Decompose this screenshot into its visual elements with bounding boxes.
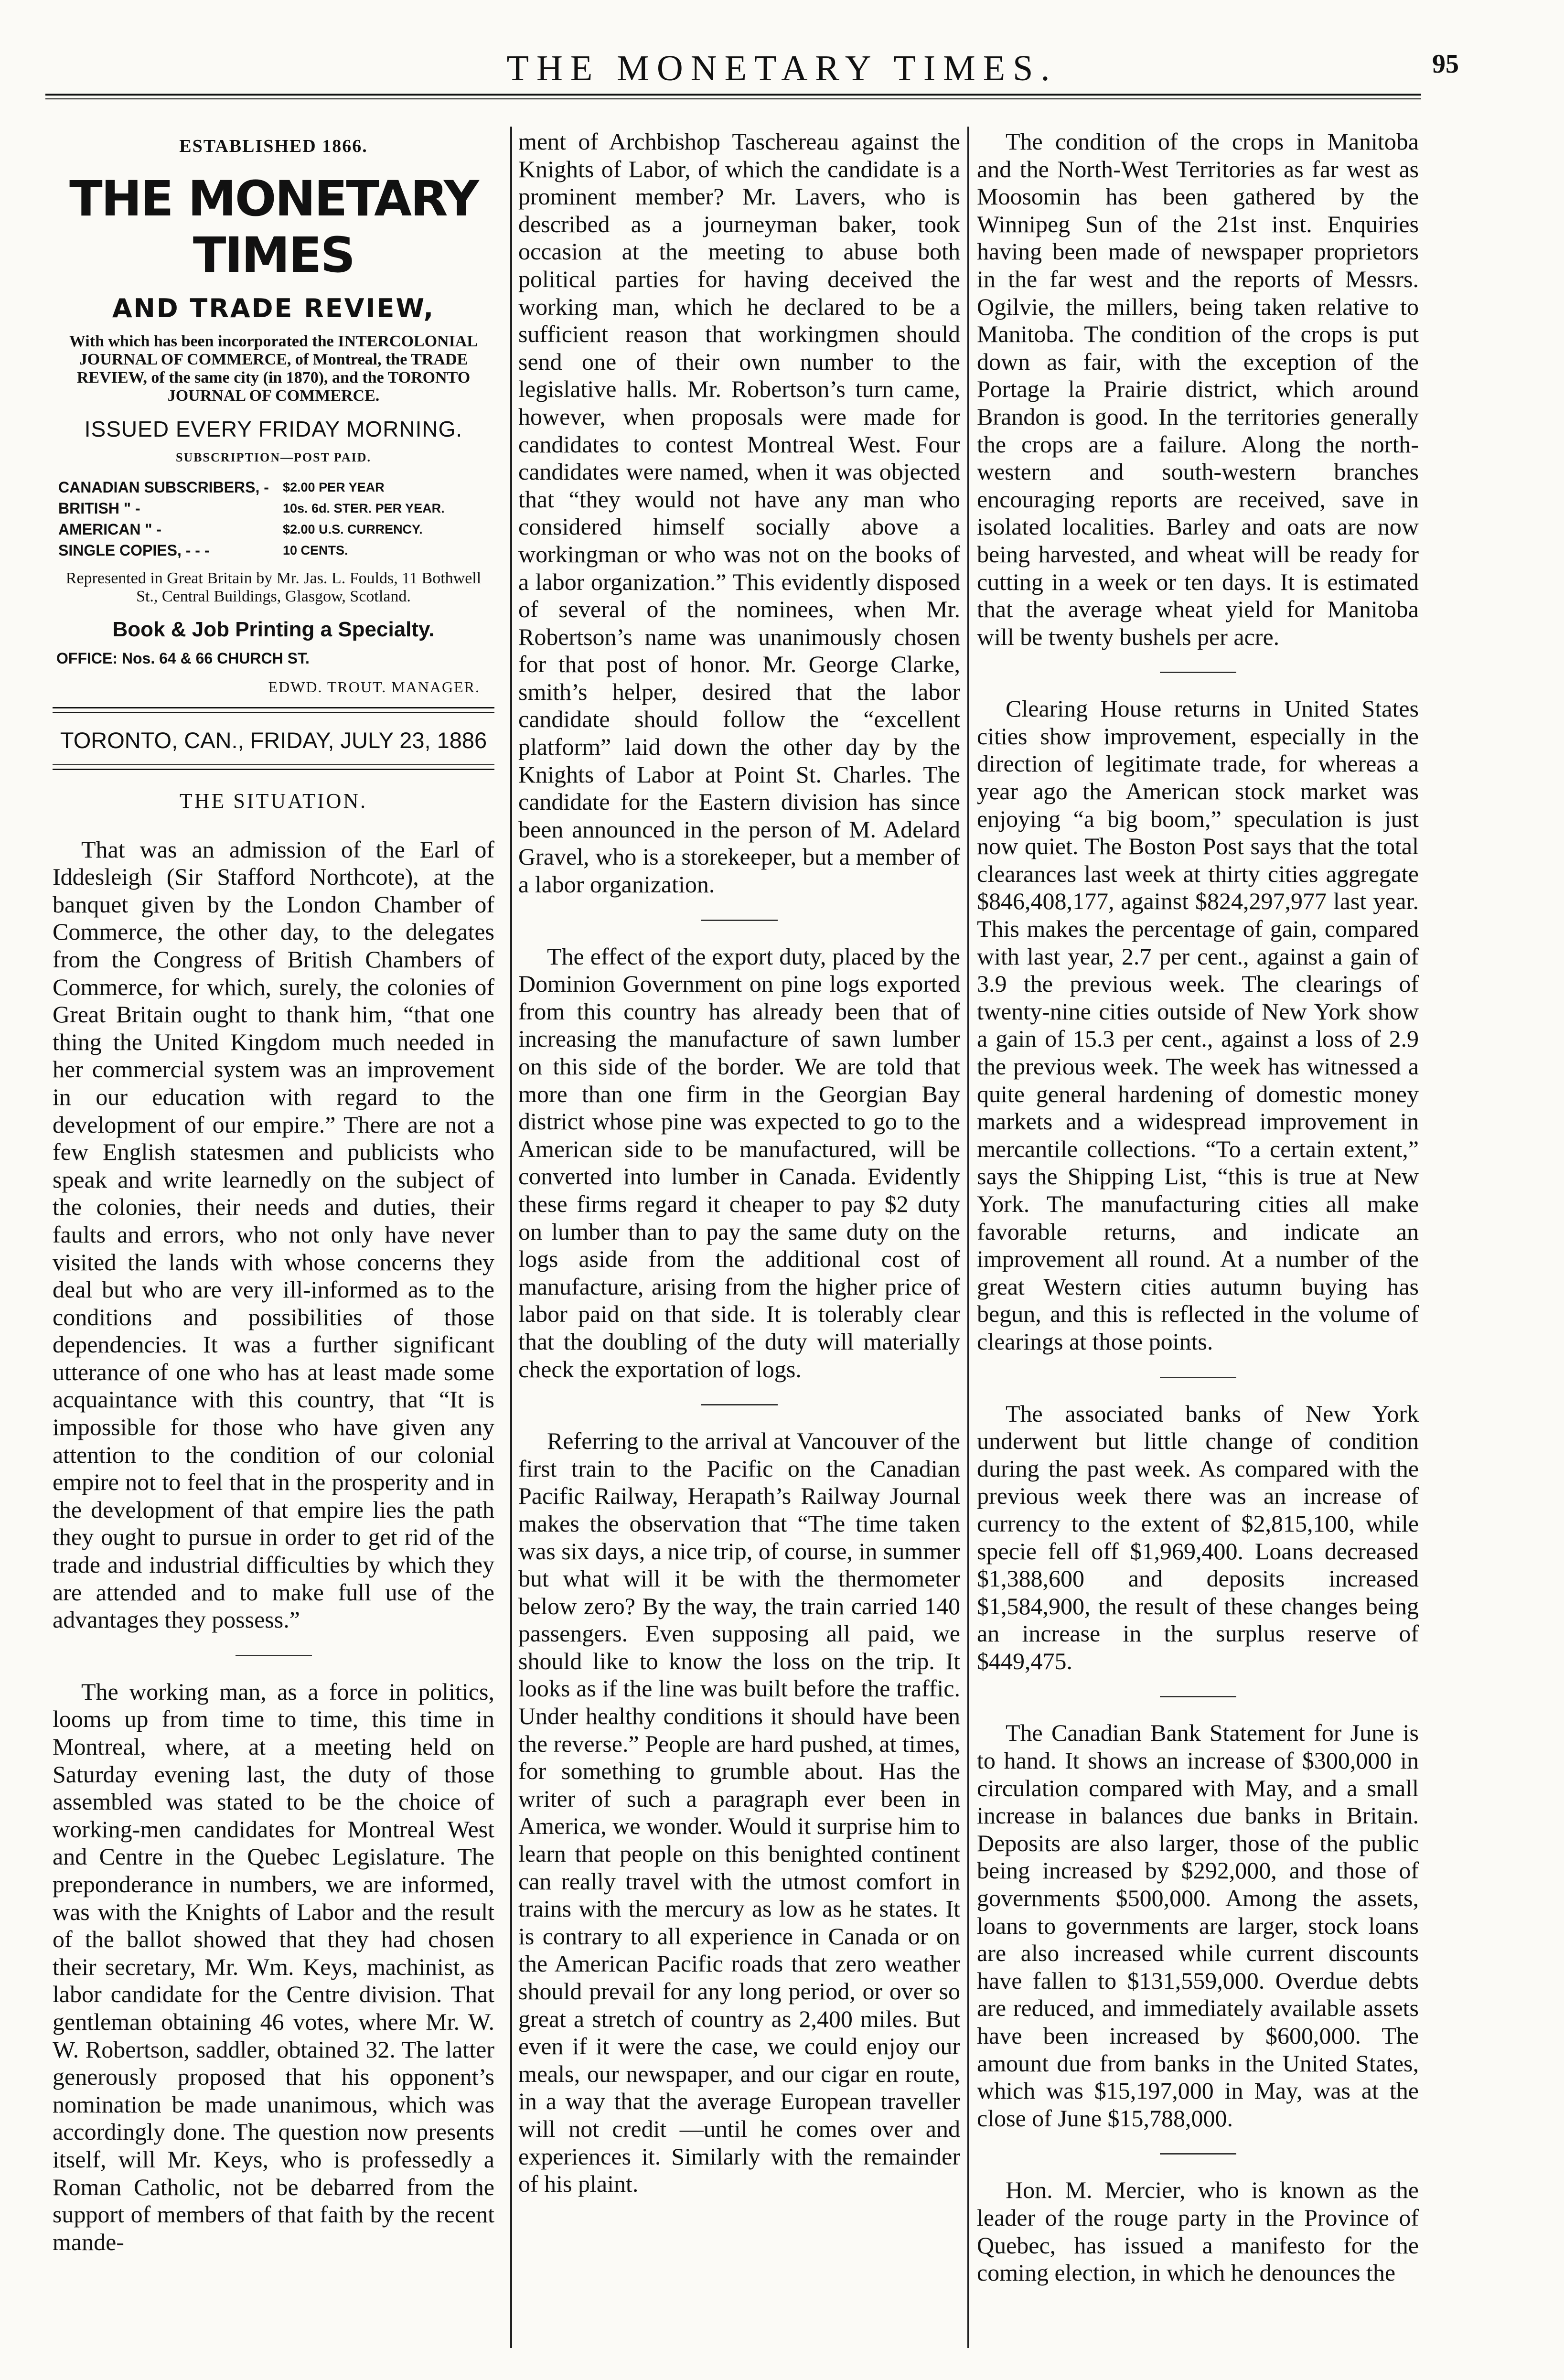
column-rule-1 <box>510 127 512 2348</box>
article-paragraph: Clearing House returns in United States cities show improvement, especially in the direction of legitimate trade, for whereas a year ago the American stock market was enjoying “a big boom,” speculation is just now quiet. The Boston Post says that the total clearances last week at thirty cities aggregate $846,408,177, against $824,297,977 last year. This makes the percentage of gain, compared with last year, 2.7 per cent., against a gain of 3.9 the previous week. The clearings of twenty-nine cities outside of New York show a gain of 15.3 per cent., against a loss of 2.9 the previous week. The week has witnessed a quite general hardening of domestic money markets and a widespread improvement in mercantile collections. “To a certain extent,” says the Shipping List, “this is true at New York. The manufacturing cities all make favorable returns, and indicate an improvement all round. At a number of the great Western cities autumn buying has begun, and this is reflected in the volume of clearings at those points. <box>977 695 1419 1355</box>
issued-line: ISSUED EVERY FRIDAY MORNING. <box>84 417 463 441</box>
masthead-subtitle: AND TRADE REVIEW, <box>112 293 435 323</box>
header-rule-thin <box>45 98 1421 99</box>
separator-rule <box>1160 1696 1236 1697</box>
masthead-logo: THE MONETARY TIMES <box>69 171 478 284</box>
article-paragraph: Hon. M. Mercier, who is known as the leader of the rouge party in the Province of Quebec, has issued a manifesto for the coming election, in which he denounces the <box>977 2176 1419 2286</box>
page-number: 95 <box>1432 49 1459 79</box>
office-address: OFFICE: Nos. 64 & 66 CHURCH ST. <box>56 650 310 667</box>
separator-rule <box>1160 672 1236 673</box>
rate-row: CANADIAN SUBSCRIBERS, - $2.00 PER YEAR <box>58 479 385 496</box>
publication-title: THE MONETARY TIMES. <box>506 48 1058 88</box>
article-paragraph: The associated banks of New York underwent but little change of condition during the past week. As compared with the previous week there was an increase of currency to the extent of $2,815,100, while specie fell off $1,969,400. Loans decreased $1,388,600 and deposits increased $1,584,900, the result of these changes being an increase in the surplus reserve of $449,475. <box>977 1400 1419 1674</box>
article-paragraph: The Canadian Bank Statement for June is to hand. It shows an increase of $300,000 in circulation compared with May, and a small increase in balances due banks in Britain. Deposits are also larger, those of the public being increased by $292,000, and those of governments $500,000. Among the assets, loans to governments are larger, stock loans are also increased while current discounts have fallen to $131,559,000. Overdue debts are reduced, and immediately available assets have been increased by $600,000. The amount due from banks in the United States, which was $15,197,000 in May, was at the close of June $15,788,000. <box>977 1719 1419 2132</box>
established-line: ESTABLISHED 1866. <box>179 136 368 156</box>
separator-rule <box>1160 2153 1236 2155</box>
article-paragraph: Referring to the arrival at Vancouver of the first train to the Pacific on the Canadian Pacific Railway, Herapath’s Railway Journal makes the observation that “The time taken was six days, a nice trip, of course, in summer but what will it be with the thermometer below zero? By the way, the train carried 140 passengers. Even supposing all paid, we should like to know the loss on the trip. It looks as if the line was built before the traffic. Under healthy conditions it should have been the reverse.” People are hard pushed, at times, for something to grumble about. Has the writer of such a paragraph ever been in America, we wonder. Would it surprise him to learn that people on this benighted continent can really travel with the utmost comfort in trains with the mercury as low as he states. It is contrary to all experience in Canada or on the American Pacific roads that zero weather should prevail for any long period, or over so great a stretch of country as 2,400 miles. But even if it were the case, we could enjoy our meals, our newspaper, and our cigar en route, in a way that the average European traveller will not credit —until he comes over and experiences it. Similarly with the remainder of his plaint. <box>518 1427 960 2198</box>
incorporation-note: With which has been incorporated the INTERCOLONIAL JOURNAL OF COMMERCE, of Montreal, the TRADE REVIEW, of the same city (in 1870), and the TORONTO JOURNAL OF COMMERCE. <box>69 332 478 405</box>
column-1 <box>53 128 494 2369</box>
section-title: THE SITUATION. <box>179 789 368 813</box>
representative-note: Represented in Great Britain by Mr. Jas. L. Foulds, 11 Bothwell St., Central Buildings, Glasgow, Scotland. <box>65 569 482 605</box>
column-rule-2 <box>967 127 969 2348</box>
column-2 <box>518 128 960 2369</box>
article-paragraph: That was an admission of the Earl of Iddesleigh (Sir Stafford Northcote), at the banquet given by the London Chamber of Commerce, the other day, to the delegates from the Congress of British Chambers of Commerce, for which, surely, the colonies of Great Britain ought to thank him, “that one thing the United Kingdom much needed in her commercial system was an improvement in our education with regard to the development of our empire.” There are not a few English statesmen and publicists who speak and write learnedly on the subject of the colonies, their needs and duties, their faults and errors, who not only have never visited the lands with whose concerns they deal but who are very ill-informed as to the conditions and possibilities of those dependencies. It was a further significant utterance of one who has at least made some acquaintance with this country, that “It is impossible for those who have given any attention to the condition of our colonial empire not to feel that in the prosperity and in the development of that empire lies the path they ought to pursue in order to get rid of the trade and industrial difficulties by which they are attended and to make full use of the advantages they possess.” <box>53 836 494 1633</box>
column-3 <box>977 128 1419 2369</box>
article-paragraph: The effect of the export duty, placed by the Dominion Government on pine logs exported from this country has already been that of increasing the manufacture of sawn lumber on this side of the border. We are told that more than one firm in the Georgian Bay district whose pine was expected to go to the American side to be manufactured, will be converted into lumber in Canada. Evidently these firms regard it cheaper to pay $2 duty on lumber than to pay the same duty on the logs aside from the additional cost of manufacture, arising from the higher price of labor paid on that side. It is tolerably clear that the doubling of the duty will materially check the exportation of logs. <box>518 943 960 1383</box>
separator-rule <box>1160 1377 1236 1378</box>
double-rule <box>53 764 494 770</box>
article-paragraph: The working man, as a force in politics, looms up from time to time, this time in Montreal, where, at a meeting held on Saturday evening last, the duty of those assembled was stated to be the choice of working-men candidates for Montreal West and Centre in the Quebec Legislature. The preponderance in numbers, we are informed, was with the Knights of Labor and the result of the ballot showed that they had chosen their secretary, Mr. Wm. Keys, machinist, as labor candidate for the Centre division. That gentleman obtaining 46 votes, where Mr. W. W. Robertson, saddler, obtained 32. The latter generously proposed that his opponent’s nomination be made unanimous, which was accordingly done. The question now presents itself, will Mr. Keys, who is professedly a Roman Catholic, not be debarred from the support of members of that faith by the recent mande- <box>53 1678 494 2255</box>
rate-row: BRITISH " - 10s. 6d. STER. PER YEAR. <box>58 500 445 517</box>
subscription-rates <box>58 477 494 561</box>
header-rule <box>45 94 1421 96</box>
double-rule <box>53 707 494 713</box>
masthead <box>53 136 494 697</box>
rate-row: SINGLE COPIES, - - - 10 CENTS. <box>58 542 348 559</box>
running-head <box>0 48 1564 100</box>
separator-rule <box>701 1404 778 1405</box>
book-printing-ad: Book & Job Printing a Specialty. <box>112 618 435 641</box>
subscription-heading: SUBSCRIPTION—POST PAID. <box>175 450 372 464</box>
manager-line: EDWD. TROUT. MANAGER. <box>268 678 480 696</box>
separator-rule <box>701 920 778 921</box>
article-paragraph: ment of Archbishop Taschereau against the Knights of Labor, of which the candidate is a prominent member? Mr. Lavers, who is described as a journeyman baker, took occasion at the meeting to abuse both political parties for having deceived the working man, which he declared to be a sufficient reason that workingmen should send one of their own number to the legislative halls. Mr. Robertson’s turn came, however, when proposals were made for candidates to contest Montreal West. Four candidates were named, when it was objected that “they would not have any man who considered himself socially above a workingman or who was not on the books of a labor organization.” This evidently disposed of several of the nominees, when Mr. Robertson’s name was unanimously chosen for that post of honor. Mr. George Clarke, smith’s helper, desired that the labor candidate should follow the “excellent platform” laid down the other day by the Knights of Labor at Point St. Charles. The candidate for the Eastern division has since been announced in the person of M. Adelard Gravel, who is a storekeeper, but a member of a labor organization. <box>518 128 960 898</box>
separator-rule <box>236 1655 312 1656</box>
rate-row: AMERICAN " - $2.00 U.S. CURRENCY. <box>58 521 423 538</box>
dateline: TORONTO, CAN., FRIDAY, JULY 23, 1886 <box>60 728 487 753</box>
article-paragraph: The condition of the crops in Manitoba and the North-West Territories as far west as Moosomin has been gathered by the Winnipeg Sun of the 21st inst. Enquiries having been made of newspaper proprietors in the far west and the reports of Messrs. Ogilvie, the millers, being taken relative to Manitoba. The condition of the crops is put down as fair, with the exception of the Portage la Prairie district, which around Brandon is good. In the territories generally the crops are a failure. Along the north-western and south-western branches encouraging reports are received, save in isolated localities. Barley and oats are now being harvested, and wheat will be ready for cutting in a week or ten days. It is estimated that the average wheat yield for Manitoba will be twenty bushels per acre. <box>977 128 1419 650</box>
